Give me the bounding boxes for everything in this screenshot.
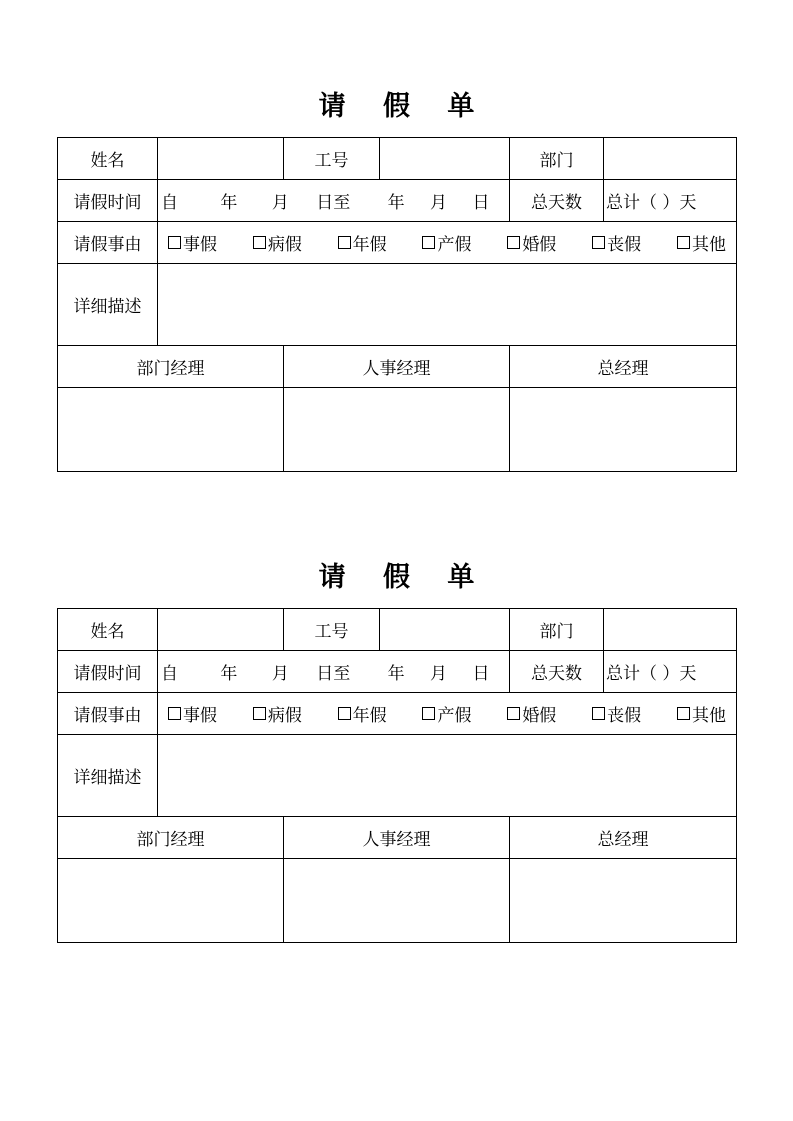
form-title: 请 假 单: [318, 562, 489, 593]
date-year-end: 年: [387, 664, 405, 684]
date-year: 年: [220, 193, 238, 213]
leave-form-table: [57, 137, 737, 346]
details-label: 详细描述: [58, 264, 158, 346]
leave-time-label: 请假时间: [58, 180, 158, 222]
reason-annual-checkbox[interactable]: 年假: [338, 701, 387, 726]
date-month: 月: [271, 193, 289, 213]
dept-manager-signature[interactable]: [58, 859, 284, 943]
checkbox-icon: [422, 707, 435, 720]
reason-bereavement-checkbox[interactable]: 丧假: [592, 230, 641, 255]
reason-label: 请假事由: [58, 222, 158, 264]
details-label: 详细描述: [58, 735, 158, 817]
reason-personal-checkbox[interactable]: 事假: [168, 701, 217, 726]
name-field[interactable]: [158, 609, 284, 651]
employee-id-label: 工号: [284, 138, 380, 180]
date-year: 年: [220, 664, 238, 684]
checkbox-icon: [253, 707, 266, 720]
hr-manager-signature[interactable]: [284, 388, 510, 472]
reason-options: [158, 222, 737, 264]
details-field[interactable]: [158, 735, 737, 817]
checkbox-icon: [168, 707, 181, 720]
leave-time-field[interactable]: [158, 180, 510, 222]
checkbox-icon: [338, 707, 351, 720]
checkbox-icon: [422, 236, 435, 249]
checkbox-icon: [592, 707, 605, 720]
approval-table: [57, 345, 737, 472]
leave-form-table: [57, 608, 737, 817]
checkbox-icon: [677, 236, 690, 249]
date-year-end: 年: [387, 193, 405, 213]
reason-marriage-checkbox[interactable]: 婚假: [507, 230, 556, 255]
details-field[interactable]: [158, 264, 737, 346]
employee-id-label: 工号: [284, 609, 380, 651]
leave-time-label: 请假时间: [58, 651, 158, 693]
name-label: 姓名: [58, 138, 158, 180]
total-days-field[interactable]: 总计（ ）天: [604, 180, 737, 222]
reason-marriage-checkbox[interactable]: 婚假: [507, 701, 556, 726]
department-field[interactable]: [604, 138, 737, 180]
leave-form-1: [57, 85, 736, 472]
general-manager-signature[interactable]: [510, 388, 737, 472]
reason-sick-checkbox[interactable]: 病假: [253, 701, 302, 726]
hr-manager-label: 人事经理: [284, 346, 510, 388]
dept-manager-signature[interactable]: [58, 388, 284, 472]
reason-annual-checkbox[interactable]: 年假: [338, 230, 387, 255]
leave-time-field[interactable]: [158, 651, 510, 693]
approval-table: [57, 816, 737, 943]
hr-manager-signature[interactable]: [284, 859, 510, 943]
name-label: 姓名: [58, 609, 158, 651]
department-label: 部门: [510, 609, 604, 651]
checkbox-icon: [507, 236, 520, 249]
reason-bereavement-checkbox[interactable]: 丧假: [592, 701, 641, 726]
reason-personal-checkbox[interactable]: 事假: [168, 230, 217, 255]
general-manager-signature[interactable]: [510, 859, 737, 943]
date-month: 月: [271, 664, 289, 684]
reason-label: 请假事由: [58, 693, 158, 735]
checkbox-icon: [592, 236, 605, 249]
date-month-end: 月: [430, 664, 448, 684]
reason-other-checkbox[interactable]: 其他: [677, 230, 726, 255]
date-from: 自: [161, 664, 178, 684]
hr-manager-label: 人事经理: [284, 817, 510, 859]
name-field[interactable]: [158, 138, 284, 180]
leave-form-2: [57, 556, 736, 943]
checkbox-icon: [338, 236, 351, 249]
employee-id-field[interactable]: [380, 138, 510, 180]
total-days-label: 总天数: [510, 180, 604, 222]
reason-other-checkbox[interactable]: 其他: [677, 701, 726, 726]
total-days-label: 总天数: [510, 651, 604, 693]
dept-manager-label: 部门经理: [58, 346, 284, 388]
total-days-field[interactable]: 总计（ ）天: [604, 651, 737, 693]
department-label: 部门: [510, 138, 604, 180]
general-manager-label: 总经理: [510, 817, 737, 859]
employee-id-field[interactable]: [380, 609, 510, 651]
date-day-to: 日至: [316, 193, 351, 213]
checkbox-icon: [507, 707, 520, 720]
date-from: 自: [161, 193, 178, 213]
reason-sick-checkbox[interactable]: 病假: [253, 230, 302, 255]
checkbox-icon: [253, 236, 266, 249]
reason-maternity-checkbox[interactable]: 产假: [422, 230, 471, 255]
form-title: 请 假 单: [318, 91, 489, 122]
date-day-to: 日至: [316, 664, 351, 684]
general-manager-label: 总经理: [510, 346, 737, 388]
dept-manager-label: 部门经理: [58, 817, 284, 859]
checkbox-icon: [168, 236, 181, 249]
date-month-end: 月: [430, 193, 448, 213]
date-day-end: 日: [472, 193, 490, 213]
reason-options: [158, 693, 737, 735]
department-field[interactable]: [604, 609, 737, 651]
date-day-end: 日: [472, 664, 490, 684]
reason-maternity-checkbox[interactable]: 产假: [422, 701, 471, 726]
checkbox-icon: [677, 707, 690, 720]
